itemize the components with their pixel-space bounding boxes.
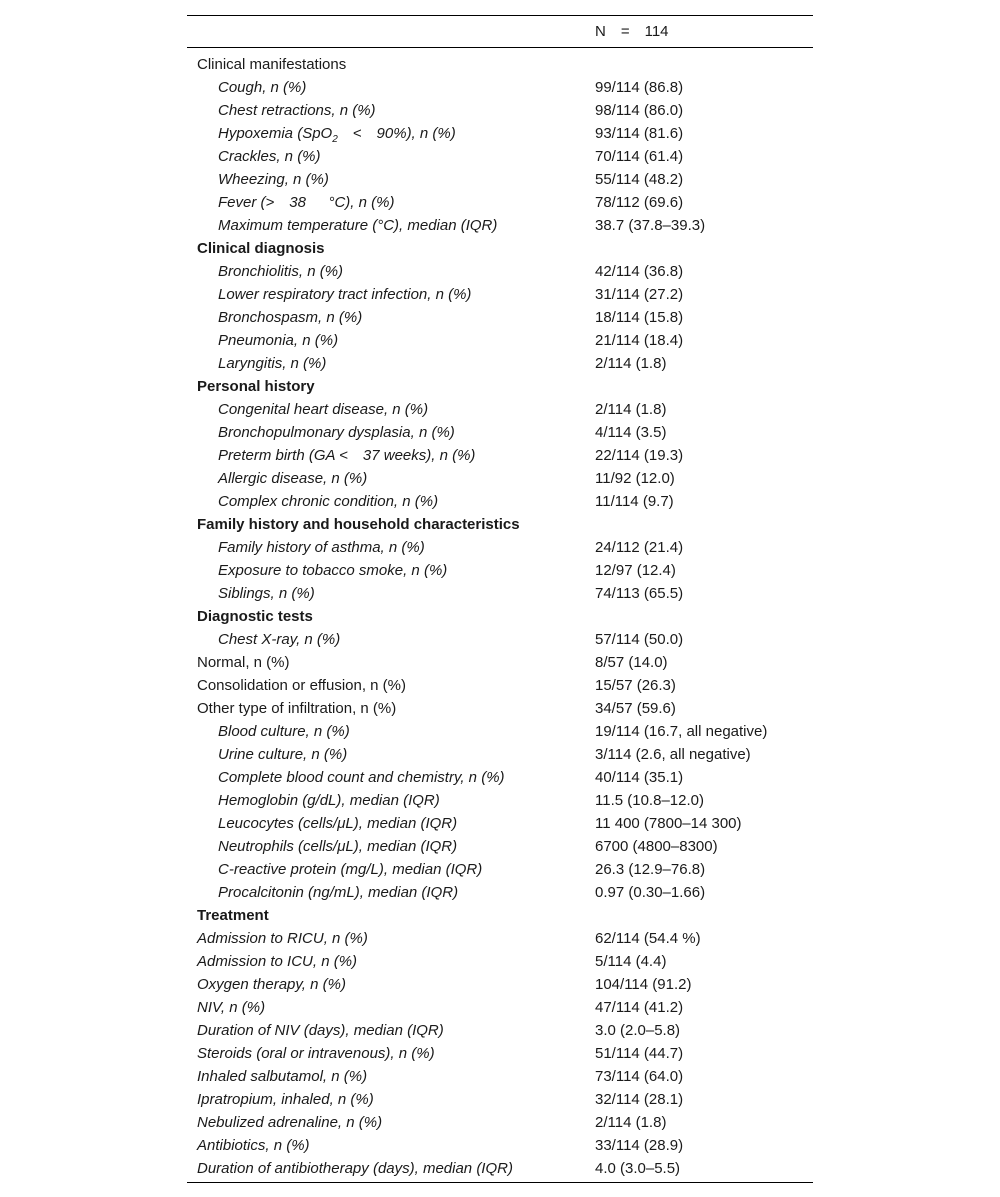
- row-value: 19/114 (16.7, all negative): [595, 723, 768, 740]
- row-value: 15/57 (26.3): [595, 677, 676, 694]
- row-label: Bronchopulmonary dysplasia, n (%): [218, 424, 455, 441]
- row-value: 55/114 (48.2): [595, 171, 684, 188]
- row-label: Exposure to tobacco smoke, n (%): [218, 562, 448, 579]
- table-row: [187, 720, 813, 743]
- row-label: Duration of antibiotherapy (days), median (IQR): [197, 1160, 513, 1177]
- row-value: 26.3 (12.9–76.8): [595, 861, 706, 878]
- table-body: [187, 48, 813, 1182]
- row-label: Maximum temperature (°C), median (IQR): [218, 217, 498, 234]
- table-row: [187, 1042, 813, 1065]
- row-value: 73/114 (64.0): [595, 1068, 684, 1085]
- section-heading-row: [187, 375, 813, 398]
- row-value: 38.7 (37.8–39.3): [595, 217, 706, 234]
- row-label: Admission to RICU, n (%): [197, 930, 368, 947]
- table-row: [187, 536, 813, 559]
- table-row: [187, 352, 813, 375]
- row-label: Crackles, n (%): [218, 148, 321, 165]
- table-row: [187, 444, 813, 467]
- table-row: [187, 881, 813, 904]
- table-row: [187, 1088, 813, 1111]
- row-label: Cough, n (%): [218, 79, 307, 96]
- table-row: [187, 329, 813, 352]
- row-label: Leucocytes (cells/μL), median (IQR): [218, 815, 458, 832]
- row-value: 11 400 (7800–14 300): [595, 815, 742, 832]
- table-row: [187, 996, 813, 1019]
- row-value: 12/97 (12.4): [595, 562, 676, 579]
- table-row: [187, 766, 813, 789]
- section-heading: Diagnostic tests: [197, 608, 313, 625]
- row-value: 104/114 (91.2): [595, 976, 692, 993]
- table-row: [187, 191, 813, 214]
- row-value: 47/114 (41.2): [595, 999, 684, 1016]
- row-label: Other type of infiltration, n (%): [197, 700, 397, 717]
- table-row: [187, 421, 813, 444]
- section-heading-row: [187, 53, 813, 76]
- table-row: [187, 260, 813, 283]
- row-value: 6700 (4800–8300): [595, 838, 718, 855]
- row-value: 5/114 (4.4): [595, 953, 667, 970]
- sample-size-header: N = 114: [595, 23, 669, 40]
- row-label: Oxygen therapy, n (%): [197, 976, 346, 993]
- row-label: Preterm birth (GA < 37 weeks), n (%): [218, 447, 476, 464]
- section-heading-row: [187, 237, 813, 260]
- table-row: [187, 674, 813, 697]
- row-label: Normal, n (%): [197, 654, 290, 671]
- row-label: Hemoglobin (g/dL), median (IQR): [218, 792, 440, 809]
- row-value: 0.97 (0.30–1.66): [595, 884, 706, 901]
- row-value: 33/114 (28.9): [595, 1137, 684, 1154]
- row-value: 3/114 (2.6, all negative): [595, 746, 751, 763]
- row-label: Chest retractions, n (%): [218, 102, 376, 119]
- table-row: [187, 789, 813, 812]
- row-label: Allergic disease, n (%): [218, 470, 368, 487]
- row-label: Lower respiratory tract infection, n (%): [218, 286, 472, 303]
- section-heading-row: [187, 605, 813, 628]
- row-label: Admission to ICU, n (%): [197, 953, 358, 970]
- row-value: 32/114 (28.1): [595, 1091, 684, 1108]
- row-value: 18/114 (15.8): [595, 309, 684, 326]
- row-label-text-after: < 90%), n (%): [337, 125, 456, 142]
- row-value: 98/114 (86.0): [595, 102, 684, 119]
- clinical-characteristics-table: [187, 15, 813, 1183]
- table-row: [187, 743, 813, 766]
- row-label: Inhaled salbutamol, n (%): [197, 1068, 368, 1085]
- table-row: [187, 168, 813, 191]
- row-label: Wheezing, n (%): [218, 171, 329, 188]
- row-value: 11.5 (10.8–12.0): [595, 792, 704, 809]
- row-label: Bronchospasm, n (%): [218, 309, 363, 326]
- row-label: Blood culture, n (%): [218, 723, 350, 740]
- table-header: [187, 16, 813, 48]
- table-row: [187, 559, 813, 582]
- table-row: [187, 812, 813, 835]
- row-label: [218, 122, 456, 145]
- row-value: 4/114 (3.5): [595, 424, 667, 441]
- row-label: Ipratropium, inhaled, n (%): [197, 1091, 374, 1108]
- table-row: [187, 628, 813, 651]
- row-label: Procalcitonin (ng/mL), median (IQR): [218, 884, 459, 901]
- row-value: 24/112 (21.4): [595, 539, 684, 556]
- row-label-text: Hypoxemia (SpO: [218, 125, 333, 142]
- section-heading: Family history and household characteristics: [197, 516, 520, 533]
- row-label: Family history of asthma, n (%): [218, 539, 425, 556]
- row-value: 99/114 (86.8): [595, 79, 684, 96]
- row-value: 70/114 (61.4): [595, 148, 684, 165]
- row-value: 8/57 (14.0): [595, 654, 668, 671]
- row-value: 34/57 (59.6): [595, 700, 676, 717]
- section-heading-row: [187, 513, 813, 536]
- row-label: Bronchiolitis, n (%): [218, 263, 344, 280]
- section-heading: Clinical manifestations: [197, 56, 347, 73]
- table-row: [187, 1134, 813, 1157]
- row-label: Fever (> 38 °C), n (%): [218, 194, 395, 211]
- row-label: Antibiotics, n (%): [197, 1137, 310, 1154]
- row-value: 42/114 (36.8): [595, 263, 684, 280]
- row-label: Complex chronic condition, n (%): [218, 493, 439, 510]
- row-value: 2/114 (1.8): [595, 401, 667, 418]
- table-row: [187, 490, 813, 513]
- section-heading: Treatment: [197, 907, 269, 924]
- row-label: Steroids (oral or intravenous), n (%): [197, 1045, 435, 1062]
- section-heading: Clinical diagnosis: [197, 240, 325, 257]
- table-row: [187, 214, 813, 237]
- row-value: 4.0 (3.0–5.5): [595, 1160, 681, 1177]
- table-row: [187, 306, 813, 329]
- table-row: [187, 398, 813, 421]
- row-value: 21/114 (18.4): [595, 332, 684, 349]
- row-label: Neutrophils (cells/μL), median (IQR): [218, 838, 458, 855]
- table-row: [187, 145, 813, 168]
- table-row: [187, 1065, 813, 1088]
- section-heading-row: [187, 904, 813, 927]
- row-value: 62/114 (54.4 %): [595, 930, 701, 947]
- row-value: 3.0 (2.0–5.8): [595, 1022, 681, 1039]
- row-value: 11/92 (12.0): [595, 470, 675, 487]
- table-row: [187, 1157, 813, 1180]
- row-label-subscript: 2: [332, 134, 338, 145]
- table-row: [187, 950, 813, 973]
- row-value: 78/112 (69.6): [595, 194, 684, 211]
- table-row: [187, 835, 813, 858]
- table-row: [187, 1019, 813, 1042]
- row-value: 22/114 (19.3): [595, 447, 684, 464]
- table-row: [187, 122, 813, 145]
- row-value: 31/114 (27.2): [595, 286, 684, 303]
- table-row: [187, 99, 813, 122]
- row-value: 57/114 (50.0): [595, 631, 684, 648]
- section-heading: Personal history: [197, 378, 315, 395]
- row-label: Siblings, n (%): [218, 585, 315, 602]
- row-value: 2/114 (1.8): [595, 1114, 667, 1131]
- row-value: 40/114 (35.1): [595, 769, 684, 786]
- table-row: [187, 1111, 813, 1134]
- table-row: [187, 651, 813, 674]
- row-label: Complete blood count and chemistry, n (%): [218, 769, 505, 786]
- row-label: C-reactive protein (mg/L), median (IQR): [218, 861, 483, 878]
- table-row: [187, 858, 813, 881]
- row-label: Nebulized adrenaline, n (%): [197, 1114, 383, 1131]
- row-value: 51/114 (44.7): [595, 1045, 684, 1062]
- row-value: 2/114 (1.8): [595, 355, 667, 372]
- table-row: [187, 283, 813, 306]
- row-label: Consolidation or effusion, n (%): [197, 677, 407, 694]
- row-label: Congenital heart disease, n (%): [218, 401, 429, 418]
- row-value: 93/114 (81.6): [595, 125, 684, 142]
- row-label: Laryngitis, n (%): [218, 355, 327, 372]
- row-label: Duration of NIV (days), median (IQR): [197, 1022, 444, 1039]
- row-label: Urine culture, n (%): [218, 746, 348, 763]
- table-row: [187, 973, 813, 996]
- table-row: [187, 927, 813, 950]
- row-label: Pneumonia, n (%): [218, 332, 339, 349]
- row-label: NIV, n (%): [197, 999, 266, 1016]
- table-row: [187, 76, 813, 99]
- table-row: [187, 697, 813, 720]
- row-label: Chest X-ray, n (%): [218, 631, 341, 648]
- row-value: 11/114 (9.7): [595, 493, 674, 510]
- table-row: [187, 467, 813, 490]
- table-row: [187, 582, 813, 605]
- row-value: 74/113 (65.5): [595, 585, 684, 602]
